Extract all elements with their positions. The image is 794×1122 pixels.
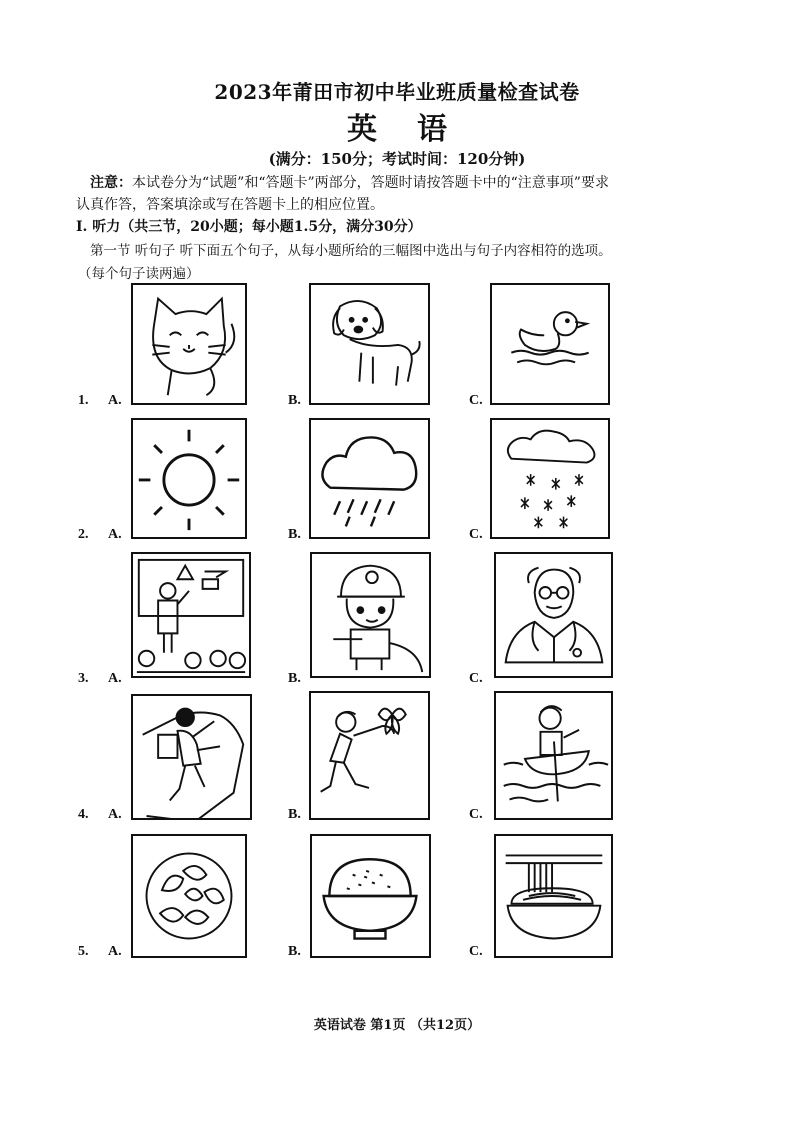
option-picture[interactable]: [490, 418, 610, 539]
exam-meta: (满分：150分；考试时间：120分钟): [268, 150, 526, 168]
option-picture[interactable]: [310, 834, 431, 958]
section-repeat-note: （每个句子读两遍）: [78, 266, 200, 282]
option-picture[interactable]: [131, 283, 247, 405]
notice-text-1: 本试卷分为“试题”和“答题卡”两部分，答题时请按答题卡中的“注意事项”要求: [132, 175, 609, 191]
notice-line-1: [90, 172, 609, 192]
option-letter: C.: [469, 944, 483, 959]
firefighter-icon: [312, 554, 429, 676]
question-number: 5.: [78, 944, 89, 959]
option-picture[interactable]: [309, 691, 430, 820]
question-number: 3.: [78, 671, 89, 686]
option-letter: A.: [108, 527, 122, 542]
question-number: 1.: [78, 393, 89, 408]
option-letter: C.: [469, 671, 483, 686]
option-letter: B.: [288, 393, 301, 408]
noodles-icon: [496, 836, 611, 956]
option-picture[interactable]: [131, 552, 251, 678]
option-letter: C.: [469, 807, 483, 822]
cat-icon: [133, 285, 245, 403]
subject-title: 英语: [347, 112, 487, 147]
option-letter: C.: [469, 393, 483, 408]
question-number: 4.: [78, 807, 89, 822]
option-letter: C.: [469, 527, 483, 542]
option-picture[interactable]: [309, 283, 430, 405]
doctor-icon: [496, 554, 611, 676]
section-instruction: 第一节 听句子 听下面五个句子，从每小题所给的三幅图中选出与句子内容相符的选项。: [90, 243, 612, 259]
dumplings-icon: [133, 836, 245, 956]
option-letter: B.: [288, 671, 301, 686]
option-picture[interactable]: [131, 834, 247, 958]
sun-icon: [133, 420, 245, 537]
option-picture[interactable]: [494, 691, 613, 820]
option-picture[interactable]: [131, 418, 247, 539]
option-letter: A.: [108, 944, 122, 959]
climbing-icon: [133, 696, 250, 818]
exam-title: 2023年莆田市初中毕业班质量检查试卷: [214, 80, 580, 104]
catching-butterfly-icon: [311, 693, 428, 818]
page-footer: 英语试卷 第1页 （共12页）: [313, 1018, 481, 1033]
duck-icon: [492, 285, 608, 403]
option-letter: B.: [288, 527, 301, 542]
rice-bowl-icon: [312, 836, 429, 956]
option-letter: A.: [108, 807, 122, 822]
option-picture[interactable]: [131, 694, 252, 820]
notice-label: 注意：: [90, 175, 132, 191]
option-picture[interactable]: [309, 418, 430, 539]
option-letter: B.: [288, 807, 301, 822]
rain-cloud-icon: [311, 420, 428, 537]
option-picture[interactable]: [494, 834, 613, 958]
snow-cloud-icon: [492, 420, 608, 537]
option-picture[interactable]: [310, 552, 431, 678]
section-title: I. 听力（共三节，20小题；每小题1.5分，满分30分）: [76, 219, 422, 235]
option-picture[interactable]: [490, 283, 610, 405]
option-letter: A.: [108, 393, 122, 408]
option-letter: A.: [108, 671, 122, 686]
teacher-icon: [133, 554, 249, 676]
option-letter: B.: [288, 944, 301, 959]
dog-icon: [311, 285, 428, 403]
boating-icon: [496, 693, 611, 818]
question-number: 2.: [78, 527, 89, 542]
option-picture[interactable]: [494, 552, 613, 678]
notice-line-2: 认真作答，答案填涂或写在答题卡上的相应位置。: [76, 197, 384, 213]
